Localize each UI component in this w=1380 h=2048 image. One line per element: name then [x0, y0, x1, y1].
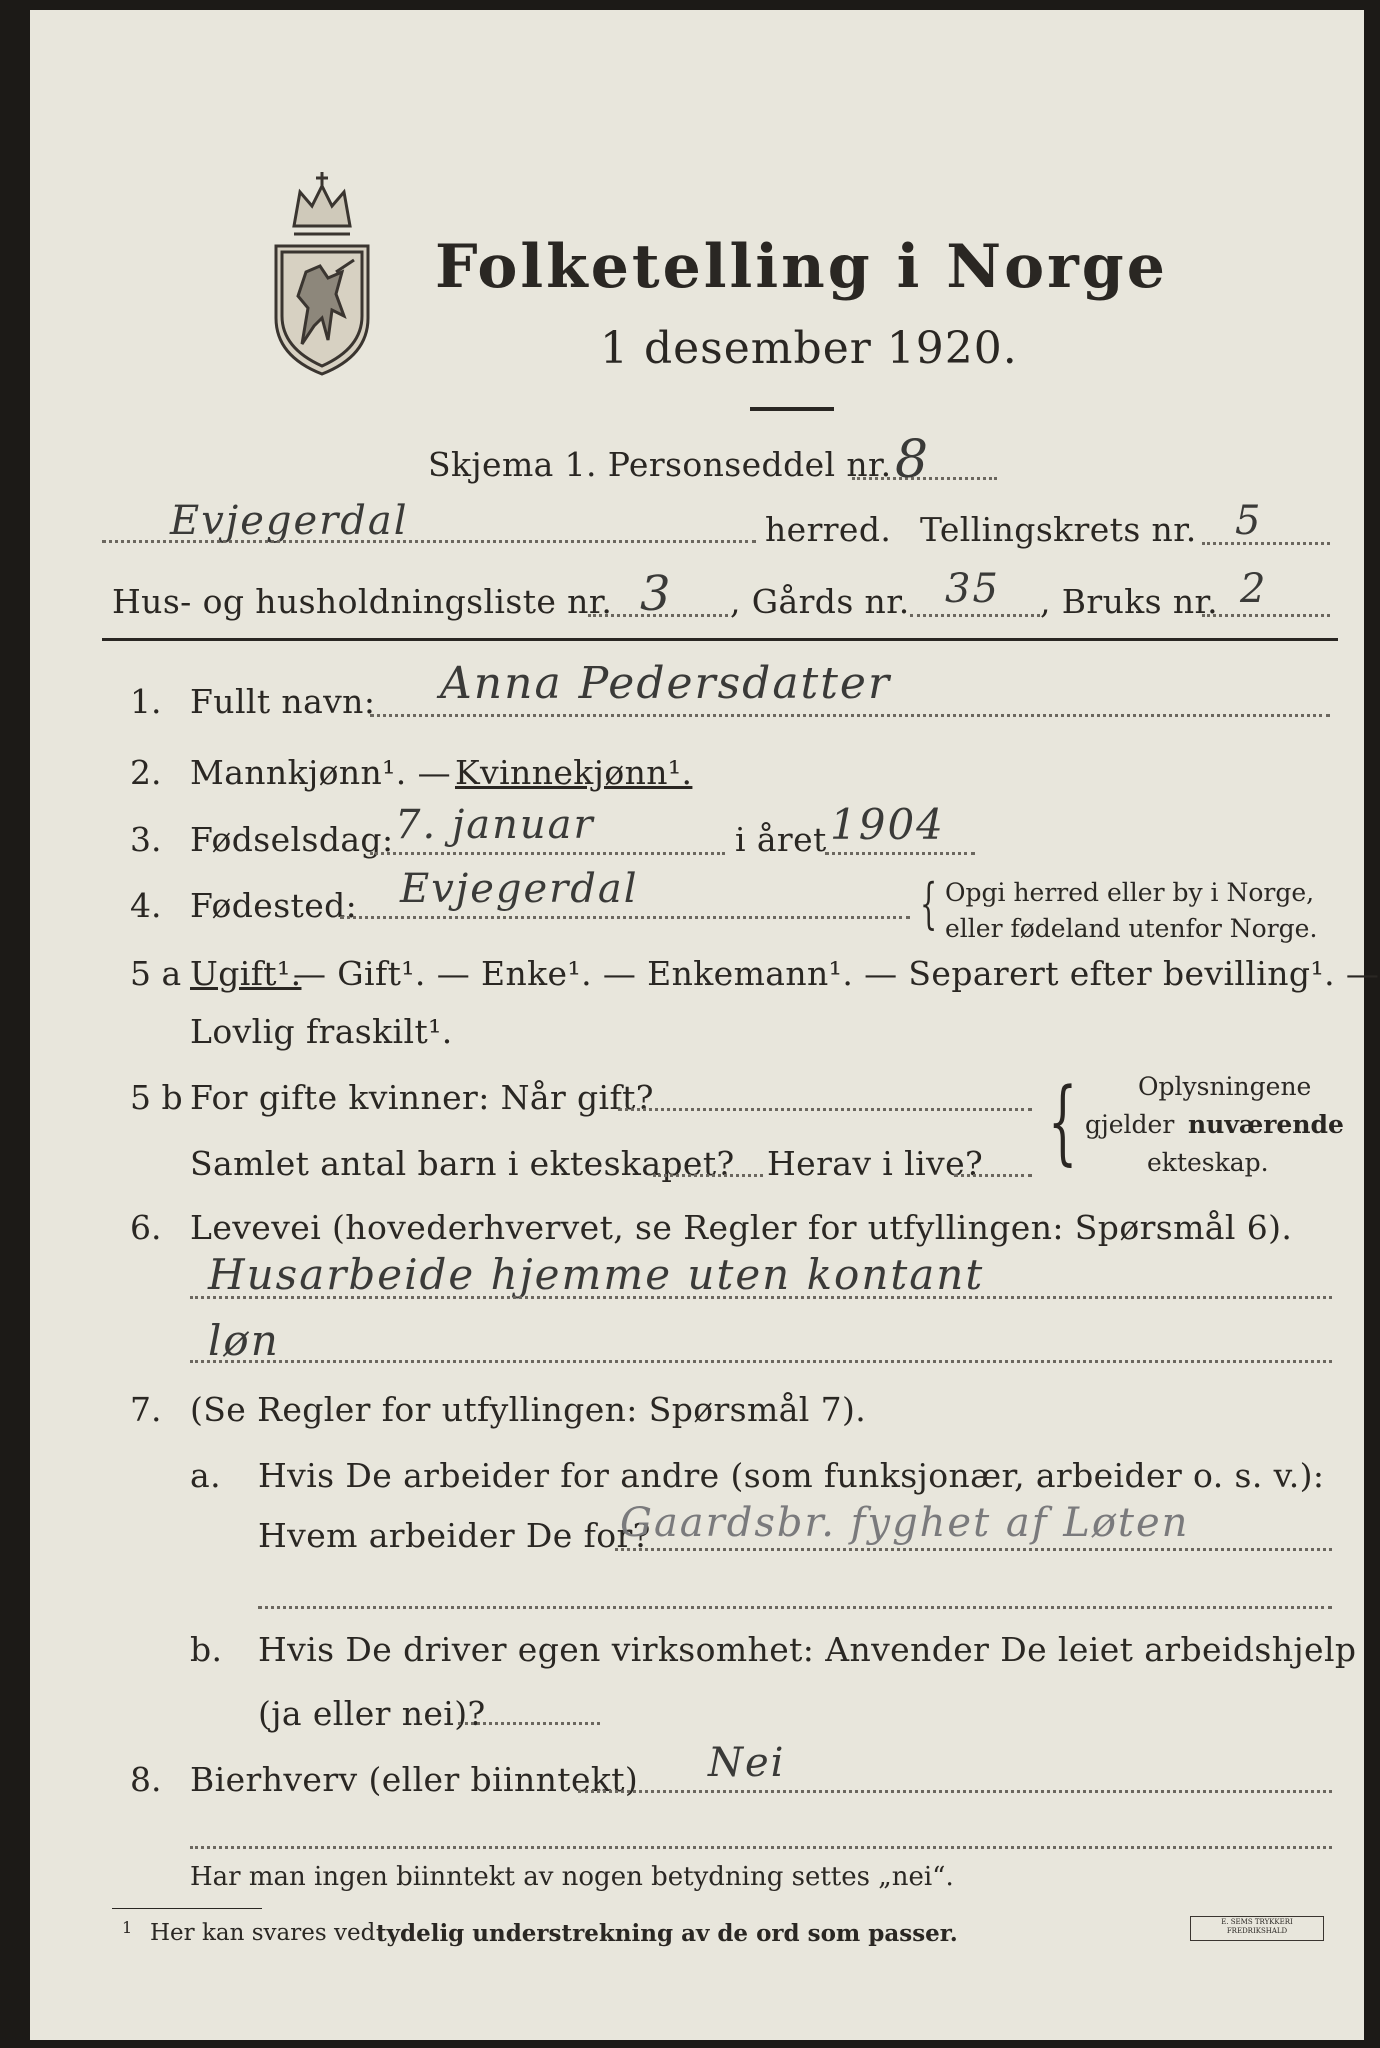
q2-female: Kvinnekjønn¹. [455, 753, 693, 792]
q4-value: Evjegerdal [400, 866, 639, 912]
q5b-note-1: Oplysningene [1138, 1072, 1312, 1101]
census-form [30, 10, 1380, 2040]
q6-value-2: løn [208, 1316, 280, 1365]
q4-label: Fødested: [190, 886, 358, 925]
personseddel-value: 8 [895, 430, 931, 490]
q7a-question: Hvem arbeider De for? [258, 1516, 651, 1555]
bruks-label: , Bruks nr. [1040, 582, 1218, 621]
q7-label: (Se Regler for utfyllingen: Spørsmål 7). [190, 1390, 867, 1429]
q5b-line-3 [954, 1174, 1032, 1177]
herred-line [102, 540, 756, 543]
printer-stamp [1190, 1916, 1324, 1941]
q7a-letter: a. [190, 1456, 221, 1495]
q3-number: 3. [130, 820, 162, 859]
q7b-line [458, 1722, 600, 1725]
bruks-value: 2 [1240, 566, 1268, 612]
q7a-line-1 [615, 1548, 1332, 1551]
q1-number: 1. [130, 682, 162, 721]
tellingskrets-label: Tellingskrets nr. [920, 510, 1197, 549]
q5b-label-3: Herav i live? [767, 1144, 984, 1183]
q4-brace: { [920, 872, 938, 935]
q4-number: 4. [130, 886, 162, 925]
q4-note-1: Opgi herred eller by i Norge, [945, 878, 1315, 907]
q7-number: 7. [130, 1390, 162, 1429]
q3-year-value: 1904 [830, 800, 945, 849]
q5b-line-1 [618, 1108, 1032, 1111]
q6-number: 6. [130, 1208, 162, 1247]
census-date: 1 desember 1920. [600, 323, 1018, 374]
q7a-value: Gaardsbr. fyghet af Løten [620, 1500, 1190, 1546]
bruks-line [1202, 614, 1330, 617]
q4-line [340, 916, 910, 919]
herred-value: Evjegerdal [170, 498, 409, 544]
herred-label: herred. [765, 510, 892, 549]
gards-label: , Gårds nr. [730, 582, 910, 621]
q8-line-2 [190, 1846, 1332, 1849]
tellingskrets-value: 5 [1235, 498, 1263, 544]
q6-label: Levevei (hovederhvervet, se Regler for utfyllingen: Spørsmål 6). [190, 1208, 1293, 1247]
q7b-question: (ja eller nei)? [258, 1694, 486, 1733]
q5a-ugift: Ugift¹. [190, 954, 302, 993]
q8-value: Nei [708, 1740, 786, 1786]
q8-number: 8. [130, 1760, 162, 1799]
tellingskrets-line [1202, 542, 1330, 545]
hus-value: 3 [640, 566, 673, 622]
footnote-rule [112, 1908, 262, 1909]
q5b-note-2a: gjelder [1085, 1110, 1175, 1139]
q3-year-line [825, 852, 975, 855]
q6-value-1: Husarbeide hjemme uten kontant [208, 1250, 985, 1299]
gards-line [910, 614, 1040, 617]
title-rule [750, 407, 834, 411]
q7a-label: Hvis De arbeider for andre (som funksjonær, arbeider o. s. v.): [258, 1456, 1325, 1495]
q5b-number: 5 b [130, 1078, 183, 1117]
form-title: Folketelling i Norge [435, 232, 1168, 302]
q2-number: 2. [130, 753, 162, 792]
q5a-number: 5 a [130, 954, 182, 993]
q5b-note-2b: nuværende [1188, 1110, 1344, 1139]
q6-line-2 [190, 1360, 1332, 1363]
q1-label: Fullt navn: [190, 682, 376, 721]
q3-line [370, 852, 725, 855]
footnote-prefix: Her kan svares ved [150, 1920, 376, 1946]
coat-of-arms-icon [262, 168, 382, 378]
q1-value: Anna Pedersdatter [440, 658, 891, 709]
q3-value: 7. januar [395, 802, 595, 848]
q5b-note-3: ekteskap. [1147, 1148, 1269, 1177]
header-divider [102, 638, 1338, 641]
q7b-label: Hvis De driver egen virksomhet: Anvender De leiet arbeidshjelp [258, 1630, 1357, 1669]
q7a-line-2 [258, 1606, 1332, 1609]
q4-note-2: eller fødeland utenfor Norge. [945, 914, 1318, 943]
q3-label: Fødselsdag: [190, 820, 394, 859]
q2-male: Mannkjønn¹. — [190, 753, 451, 792]
biinntekt-note: Har man ingen biinntekt av nogen betydning settes „nei“. [190, 1862, 954, 1892]
q8-label: Bierhverv (eller biinntekt) [190, 1760, 639, 1799]
q5b-line-2 [653, 1174, 763, 1177]
printer-stamp-text: E. SEMS TRYKKERI FREDRIKSHALD [1221, 1918, 1293, 1935]
footnote-mark: 1 [122, 1918, 133, 1937]
q7b-letter: b. [190, 1630, 223, 1669]
q5a-options: — Gift¹. — Enke¹. — Enkemann¹. — Separert efter bevilling¹. — [293, 954, 1380, 993]
q5b-label-1: For gifte kvinner: Når gift? [190, 1078, 654, 1117]
q3-year-label: i året [735, 820, 827, 859]
hus-label: Hus- og husholdningsliste nr. [112, 582, 613, 621]
q5a-line2: Lovlig fraskilt¹. [190, 1012, 453, 1051]
q8-line-1 [578, 1790, 1332, 1793]
q5b-label-2: Samlet antal barn i ekteskapet? [190, 1144, 735, 1183]
gards-value: 35 [945, 566, 1000, 612]
q5b-brace: { [1048, 1068, 1078, 1175]
q6-line-1 [190, 1296, 1332, 1299]
q1-line [370, 714, 1330, 717]
footnote-bold: tydelig understrekning av de ord som passer. [376, 1920, 958, 1947]
skjema-label: Skjema 1. Personseddel nr. [428, 445, 892, 484]
